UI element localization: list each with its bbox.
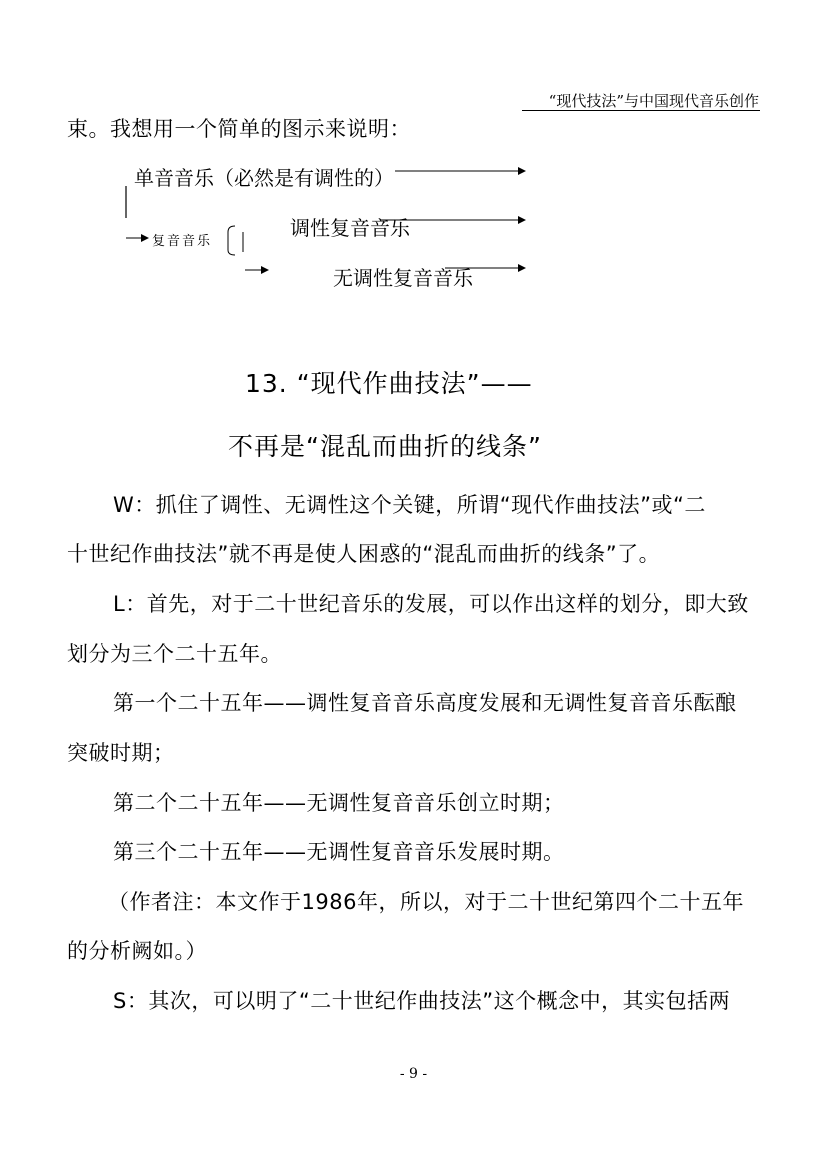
- page-number: - 9 -: [399, 1066, 428, 1082]
- section-title-line1: 13. “现代作曲技法”——: [245, 369, 533, 398]
- paragraph-line: （作者注：本文作于1986年，所以，对于二十世纪第四个二十五年: [108, 890, 744, 914]
- paragraph-line: 十世纪作曲技法”就不再是使人困惑的“混乱而曲折的线条”了。: [67, 542, 661, 566]
- paragraph-line: 第一个二十五年——调性复音音乐高度发展和无调性复音音乐酝酿: [113, 691, 737, 715]
- atonal-polyphonic-label: 无调性复音音乐: [333, 266, 473, 290]
- tonal-polyphonic-label: 调性复音音乐: [290, 216, 410, 240]
- paragraph-line: S：其次，可以明了“二十世纪作曲技法”这个概念中，其实包括两: [113, 989, 731, 1013]
- bracket: [228, 226, 235, 255]
- paragraph-line: 的分析阙如。）: [67, 939, 207, 963]
- paragraph-line: 第二个二十五年——无调性复音音乐创立时期；: [113, 791, 565, 815]
- paragraph-line: 第三个二十五年——无调性复音音乐发展时期。: [113, 840, 565, 864]
- diagram-lines: [0, 0, 827, 300]
- paragraph-line: L：首先，对于二十世纪音乐的发展，可以作出这样的划分，即大致: [113, 592, 749, 616]
- intro-line: 束。我想用一个简单的图示来说明：: [67, 117, 411, 141]
- paragraph-line: W：抓住了调性、无调性这个关键，所谓“现代作曲技法”或“二: [113, 493, 706, 517]
- paragraph-line: 划分为三个二十五年。: [67, 642, 282, 666]
- monophonic-label: 单音音乐（必然是有调性的）: [134, 166, 394, 190]
- section-title-line2: 不再是“混乱而曲折的线条”: [228, 432, 542, 461]
- running-header: “现代技法”与中国现代音乐创作: [548, 92, 759, 110]
- polyphonic-label: 复音音乐: [152, 234, 213, 249]
- paragraph-line: 突破时期；: [67, 741, 175, 765]
